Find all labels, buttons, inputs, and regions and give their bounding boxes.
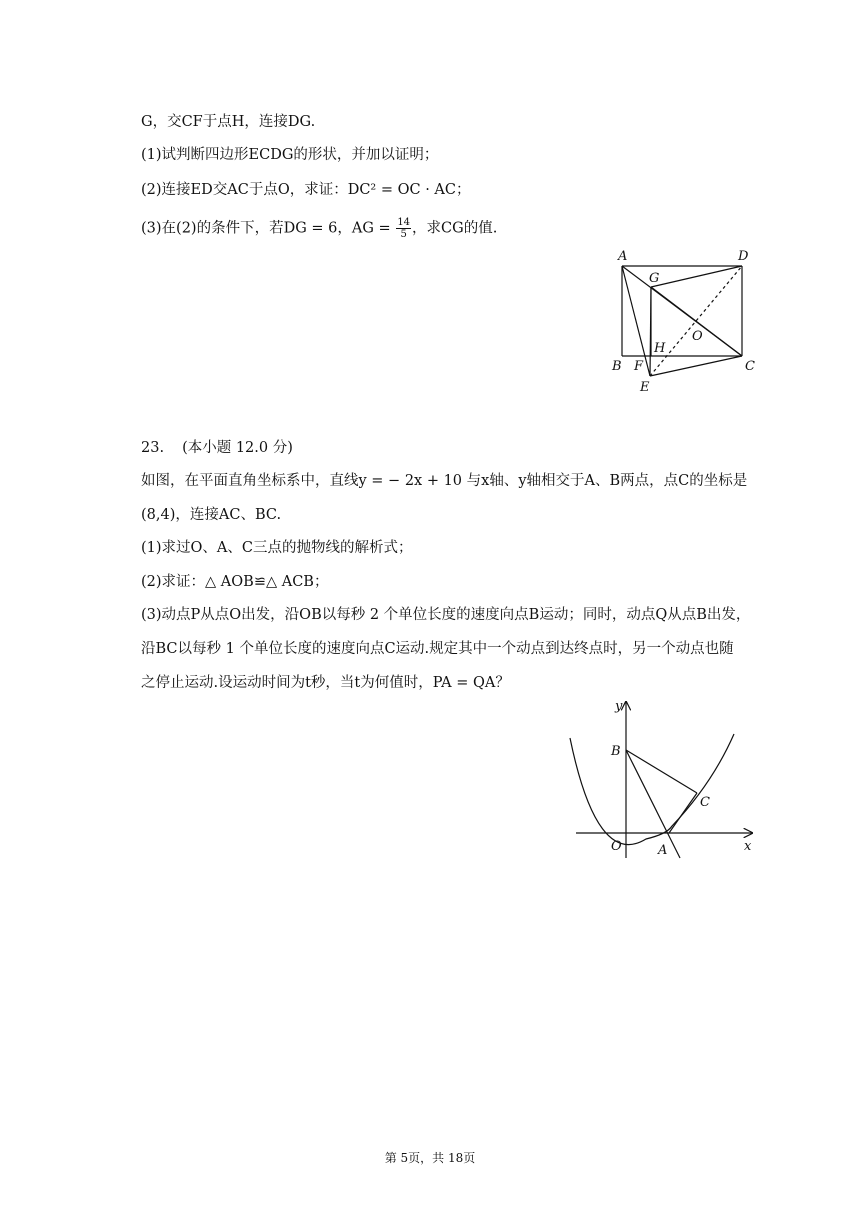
parabola <box>570 734 734 845</box>
segment-AC <box>669 793 697 833</box>
q23-coordinate-figure <box>562 694 762 860</box>
q23-score: (本小题 12.0 分) <box>182 440 293 456</box>
q23-number: 23. <box>141 440 165 456</box>
fraction-numerator: 14 <box>397 217 411 228</box>
q23-header <box>141 438 293 458</box>
label-B: B <box>611 744 621 759</box>
q23-part3-line2: 沿BC以每秒 1 个单位长度的速度向点C运动.规定其中一个动点到达终点时，另一个动点也随 <box>141 641 734 657</box>
q22-part3 <box>141 217 497 240</box>
label-y: y <box>615 699 623 714</box>
label-C: C <box>745 359 755 374</box>
segment-EG <box>650 287 651 376</box>
q23-stem-line1: 如图，在平面直角坐标系中，直线y = − 2x + 10 与x轴、y轴相交于A、B两点，点C的坐标是 <box>141 473 748 489</box>
label-C: C <box>700 795 710 810</box>
page-footer: 第 5页，共 18页 <box>384 1151 476 1165</box>
segment-GD <box>651 266 742 287</box>
q22-part2: (2)连接ED交AC于点O，求证：DC² = OC · AC； <box>141 182 471 198</box>
label-O: O <box>611 839 622 854</box>
label-D: D <box>738 249 749 264</box>
q22-part1: (1)试判断四边形ECDG的形状，并加以证明； <box>141 147 439 163</box>
label-G: G <box>649 271 660 286</box>
label-B: B <box>612 359 622 374</box>
label-H: H <box>654 341 666 356</box>
segment-EC <box>650 356 742 376</box>
label-F: F <box>634 359 644 374</box>
q22-geometry-figure <box>600 244 770 396</box>
q23-part3-line1: (3)动点P从点O出发，沿OB以每秒 2 个单位长度的速度向点B运动；同时，动点Q从点B出发， <box>141 607 751 623</box>
label-O: O <box>692 329 703 344</box>
q23-part3-line3: 之停止运动.设运动时间为t秒，当t为何值时，PA = QA？ <box>141 675 510 691</box>
q22-part3-prefix: (3)在(2)的条件下，若DG = 6，AG = <box>141 220 396 237</box>
q23-part2: (2)求证：△ AOB≌△ ACB； <box>141 574 329 590</box>
fraction-14-5 <box>396 217 411 240</box>
q23-part1: (1)求过O、A、C三点的抛物线的解析式； <box>141 540 413 556</box>
q23-stem-line2: (8,4)，连接AC、BC. <box>141 507 282 523</box>
q22-intro-line: G，交CF于点H，连接DG. <box>141 114 316 130</box>
label-A: A <box>618 249 628 264</box>
q22-part3-suffix: ，求CG的值. <box>412 220 498 237</box>
label-E: E <box>640 380 650 395</box>
label-x: x <box>744 839 752 854</box>
label-A: A <box>658 843 668 858</box>
fraction-denominator: 5 <box>400 229 407 240</box>
